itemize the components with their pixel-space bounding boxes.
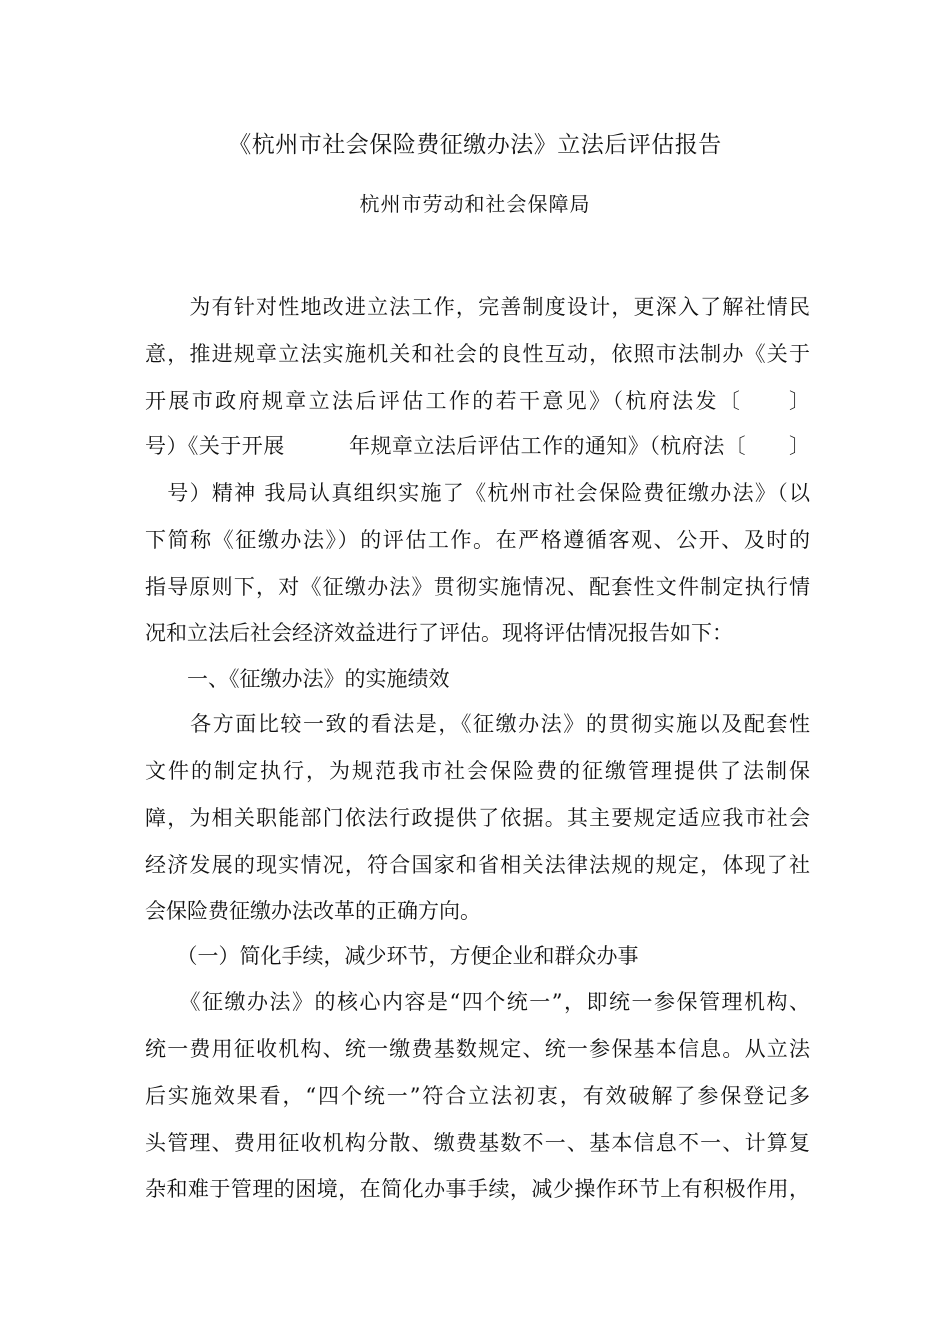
body-line: 文件的制定执行，为规范我市社会保险费的征缴管理提供了法制保 [145,759,810,783]
body-line: 指导原则下，对《征缴办法》贯彻实施情况、配套性文件制定执行情 [145,575,810,599]
section-heading: 一、《征缴办法》的实施绩效 [145,667,450,691]
body-line: 障，为相关职能部门依法行政提供了依据。其主要规定适应我市社会 [145,806,810,830]
body-line: 头管理、费用征收机构分散、缴费基数不一、基本信息不一、计算复 [145,1131,810,1155]
body-line: 杂和难于管理的困境，在简化办事手续，减少操作环节上有积极作用， [145,1177,810,1201]
subsection-heading: （一）简化手续，减少环节，方便企业和群众办事 [145,944,639,968]
body-line: 意，推进规章立法实施机关和社会的良性互动，依照市法制办《关于 [145,342,810,366]
body-line: 下简称《征缴办法》）的评估工作。在严格遵循客观、公开、及时的 [145,528,810,552]
document-author: 杭州市劳动和社会保障局 [359,192,591,216]
body-line: 为有针对性地改进立法工作，完善制度设计，更深入了解社情民 [145,295,810,319]
body-line: 经济发展的现实情况，符合国家和省相关法律法规的规定，体现了社 [145,853,810,877]
body-line: 况和立法后社会经济效益进行了评估。现将评估情况报告如下： [145,621,733,645]
body-line: 会保险费征缴办法改革的正确方向。 [145,899,481,923]
body-line: 统一费用征收机构、统一缴费基数规定、统一参保基本信息。从立法 [145,1037,810,1061]
body-line: 各方面比较一致的看法是，《征缴办法》的贯彻实施以及配套性 [145,712,810,736]
body-line: 《征缴办法》的核心内容是“四个统一”，即统一参保管理机构、 [145,990,810,1014]
body-line: 开展市政府规章立法后评估工作的若干意见》（杭府法发〔 〕 [145,389,810,413]
body-line: 号）《关于开展 年规章立法后评估工作的通知》（杭府法〔 〕 [145,434,810,458]
body-line: 号）精神 我局认真组织实施了《杭州市社会保险费征缴办法》（以 [145,481,810,505]
body-line: 后实施效果看，“四个统一”符合立法初衷，有效破解了参保登记多 [145,1084,810,1108]
document-title: 《杭州市社会保险费征缴办法》立法后评估报告 [228,132,722,158]
